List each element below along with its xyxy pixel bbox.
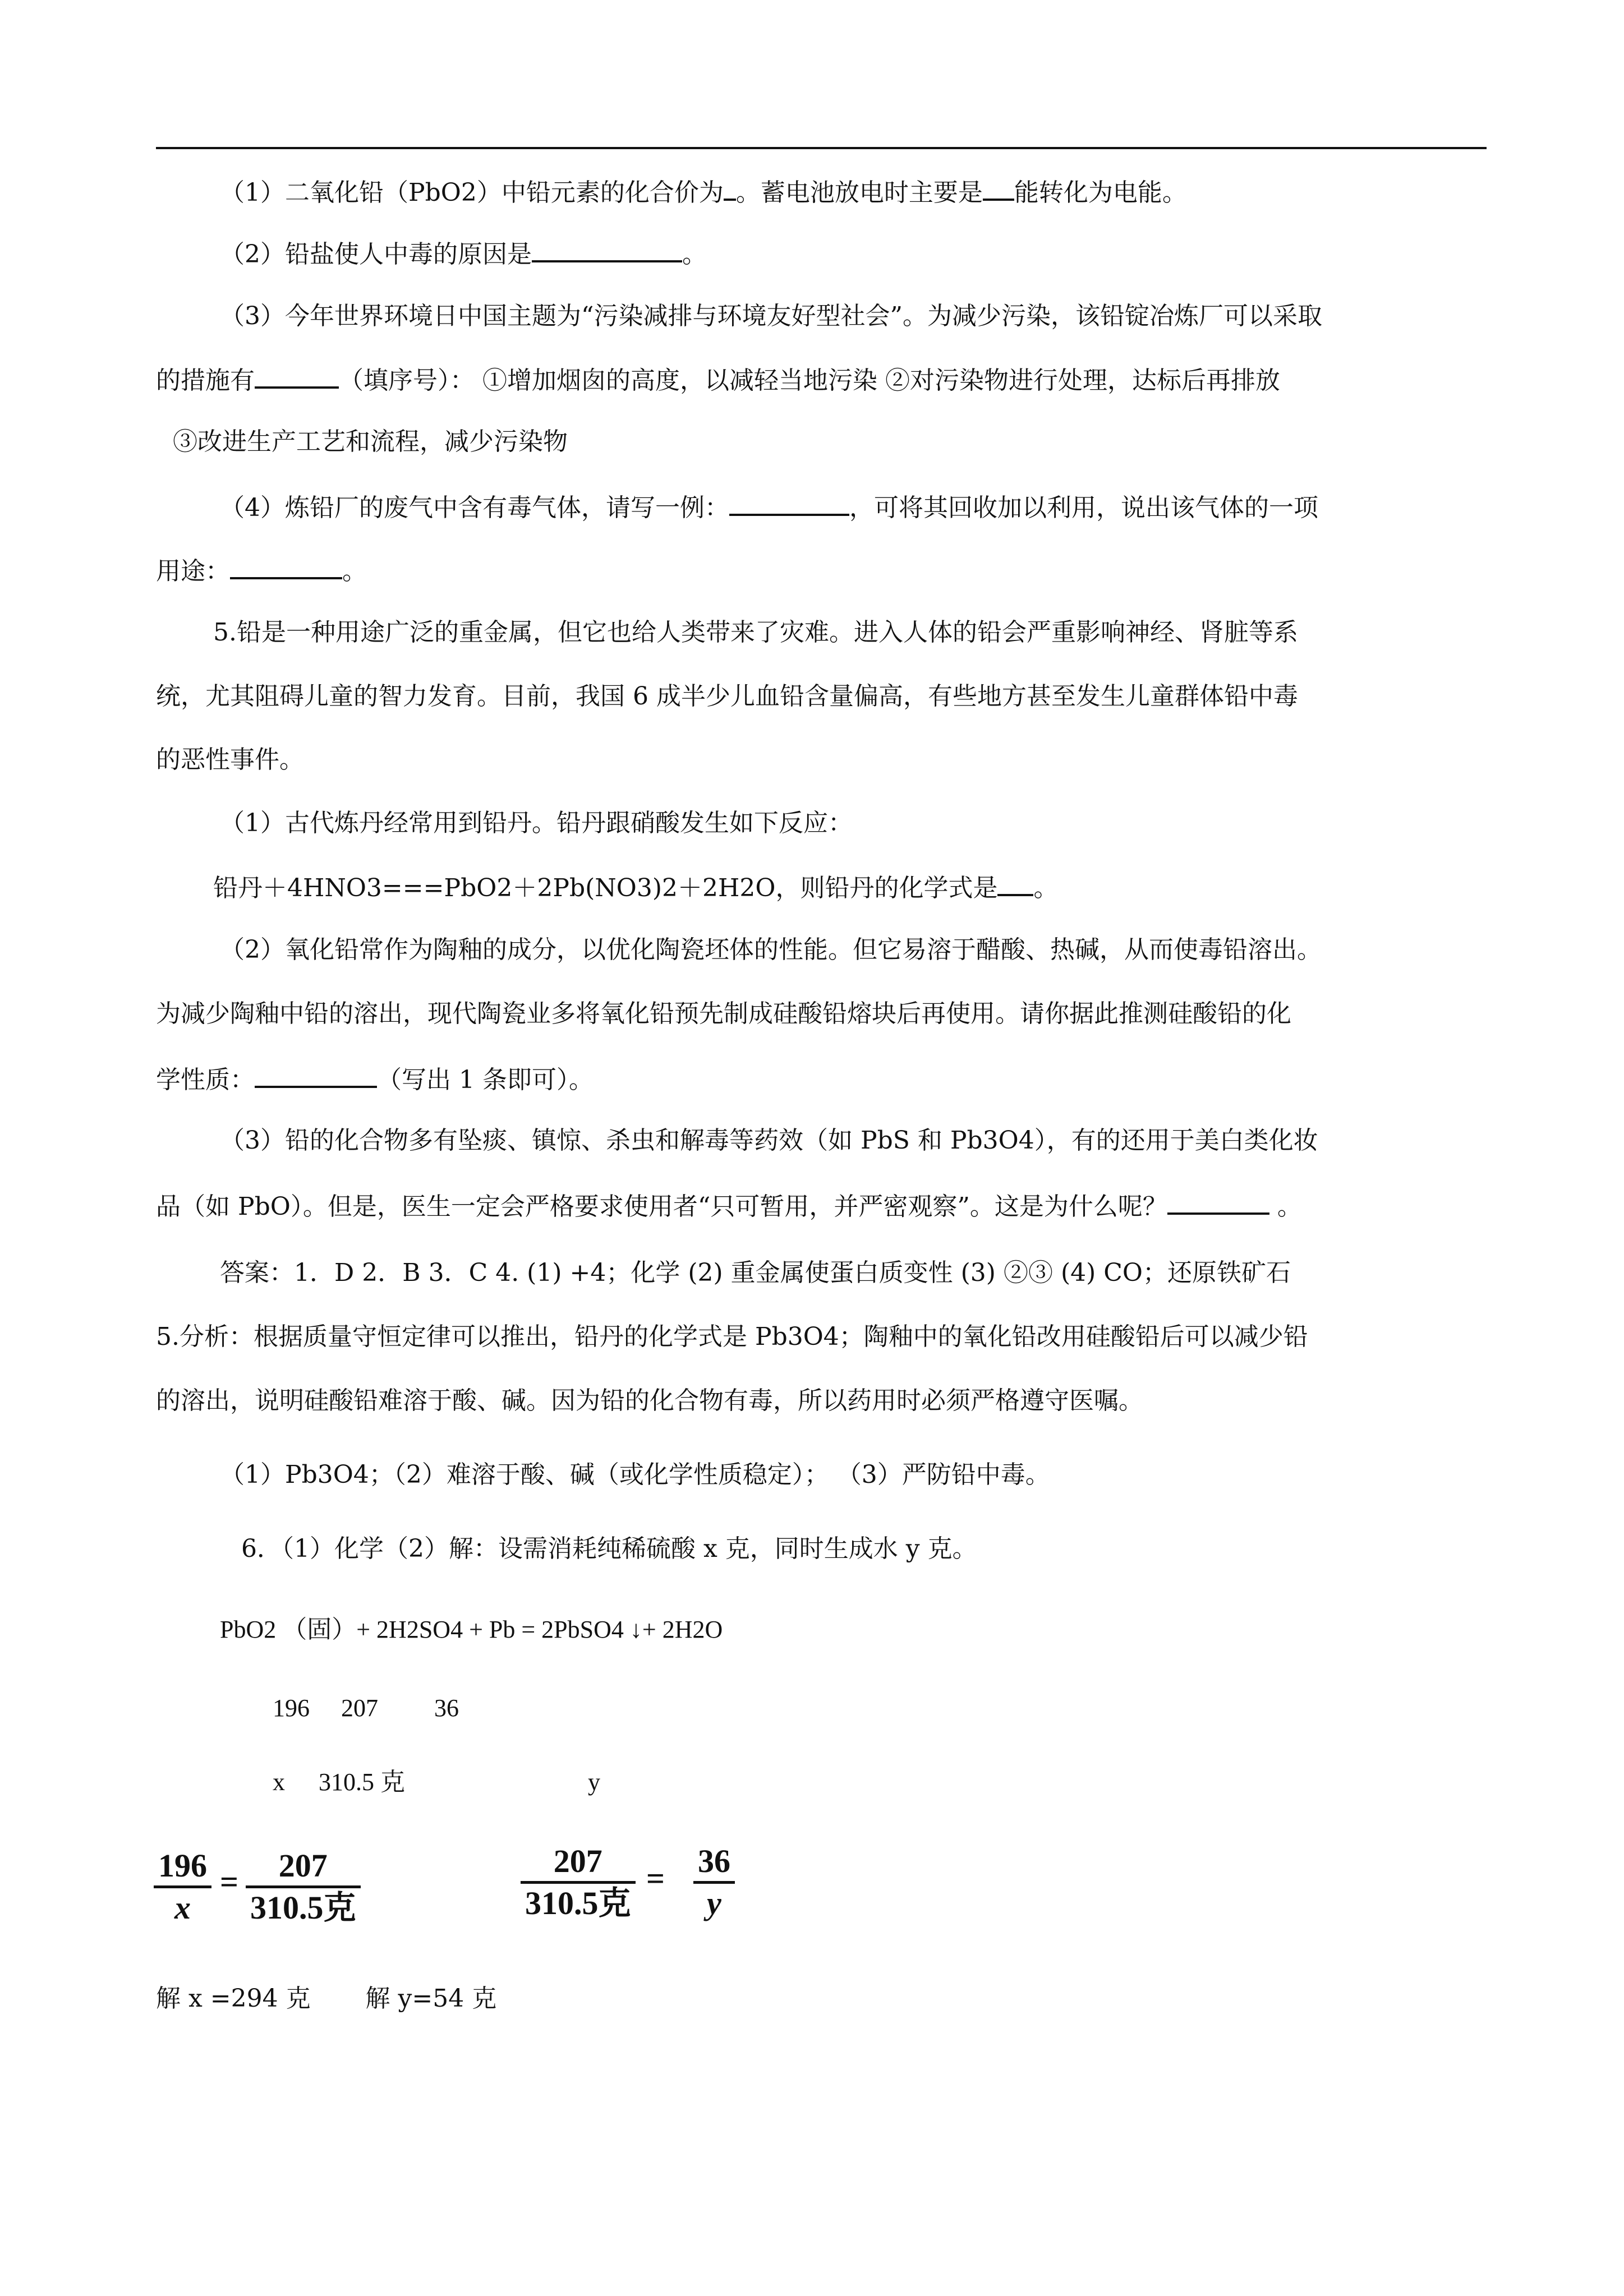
q5-intro-line2: 统，尤其阻碍儿童的智力发育。目前，我国 6 成半少儿血铅含量偏高，有些地方甚至发生儿童群体铅中毒 (156, 682, 1298, 711)
equals-sign: = (220, 1864, 239, 1900)
fraction-196-over-x: 196 x (154, 1846, 211, 1928)
answers-line1: 答案：1．D 2．B 3．C 4. (1) +4；化学 (2) 重金属使蛋白质变性 (3) ②③ (4) CO；还原铁矿石 (220, 1258, 1291, 1287)
answer-blank[interactable] (532, 236, 682, 262)
q5-sub2-line2: 为减少陶釉中铅的溶出，现代陶瓷业多将氧化铅预先制成硅酸铅熔块后再使用。请你据此推测硅酸铅的化 (156, 999, 1291, 1028)
answers-line3: 的溶出，说明硅酸铅难溶于酸、碱。因为铅的化合物有毒，所以药用时必须严格遵守医嘱。 (156, 1386, 1143, 1415)
chemical-equation: PbO2 （固）+ 2H2SO4 + Pb = 2PbSO4 ↓+ 2H2O (220, 1616, 723, 1643)
fraction-36-over-y: 36 y (693, 1842, 735, 1923)
q4-part3-line2: 的措施有 （填序号）： ①增加烟囱的高度，以减轻当地污染 ②对污染物进行处理，达标后再排放 (156, 362, 1280, 398)
q5-sub3-line1: （3）铅的化合物多有坠痰、镇惊、杀虫和解毒等药效（如 PbS 和 Pb3O4），有的还用于美白类化妆 (220, 1126, 1318, 1155)
q4-part1: （1）二氧化铅（PbO2）中铅元素的化合价为 。蓄电池放电时主要是 能转化为电能。 (220, 174, 1187, 210)
answers-line4: （1）Pb3O4；（2）难溶于酸、碱（或化学性质稳定）； （3）严防铅中毒。 (220, 1460, 1050, 1489)
answer-blank[interactable] (230, 552, 342, 579)
answers-line2: 5.分析：根据质量守恒定律可以推出，铅丹的化学式是 Pb3O4；陶釉中的氧化铅改用硅酸铅后可以减少铅 (156, 1322, 1308, 1351)
answer-blank[interactable] (983, 174, 1014, 201)
answer-blank[interactable] (724, 174, 736, 201)
ratio-row-2: x 310.5 克 y (273, 1768, 600, 1796)
fraction-207-over-310-5: 207 310.5克 (246, 1846, 361, 1928)
q5-intro-line1: 5.铅是一种用途广泛的重金属，但它也给人类带来了灾难。进入人体的铅会严重影响神经、肾脏等系 (213, 618, 1298, 647)
q4-part2: （2）铅盐使人中毒的原因是 。 (220, 236, 707, 271)
q5-sub3-line2: 品（如 PbO）。但是，医生一定会严格要求使用者“只可暂用，并严密观察”。这是为什么呢？ 。 (156, 1188, 1302, 1224)
header-rule (156, 147, 1487, 149)
answers-line5: 6．（1）化学（2）解：设需消耗纯稀硫酸 x 克，同时生成水 y 克。 (241, 1534, 977, 1563)
answer-blank[interactable] (255, 1061, 377, 1088)
q4-part3-line1: （3）今年世界环境日中国主题为“污染减排与环境友好型社会”。为减少污染，该铅锭冶炼厂可以采取 (220, 302, 1322, 330)
answer-blank[interactable] (997, 869, 1033, 896)
q4-part4-line2: 用途： 。 (156, 552, 367, 588)
q5-sub2-line1: （2）氧化铅常作为陶釉的成分，以优化陶瓷坯体的性能。但它易溶于醋酸、热碱，从而使毒铅溶出。 (220, 935, 1322, 964)
q5-intro-line3: 的恶性事件。 (156, 745, 304, 774)
fraction-207-over-310-5: 207 310.5克 (521, 1842, 636, 1923)
q4-part4-line1: （4）炼铅厂的废气中含有毒气体，请写一例： ，可将其回收加以利用，说出该气体的一项 (220, 489, 1318, 525)
equals-sign: = (646, 1860, 665, 1897)
q5-sub1-line2: 铅丹＋4HNO3===PbO2＋2Pb(NO3)2＋2H2O，则铅丹的化学式是 。 (213, 869, 1058, 905)
answer-blank[interactable] (729, 489, 849, 516)
solution-line: 解 x =294 克 解 y=54 克 (156, 1984, 497, 2013)
ratio-row-1: 196 207 36 (273, 1694, 459, 1722)
q5-sub1-line1: （1）古代炼丹经常用到铅丹。铅丹跟硝酸发生如下反应： (220, 809, 853, 837)
answer-blank[interactable] (255, 362, 339, 389)
q4-part3-line3: ③改进生产工艺和流程，减少污染物 (173, 427, 568, 456)
q5-sub2-line3: 学性质： （写出 1 条即可）。 (156, 1061, 594, 1097)
answer-blank[interactable] (1167, 1188, 1269, 1215)
